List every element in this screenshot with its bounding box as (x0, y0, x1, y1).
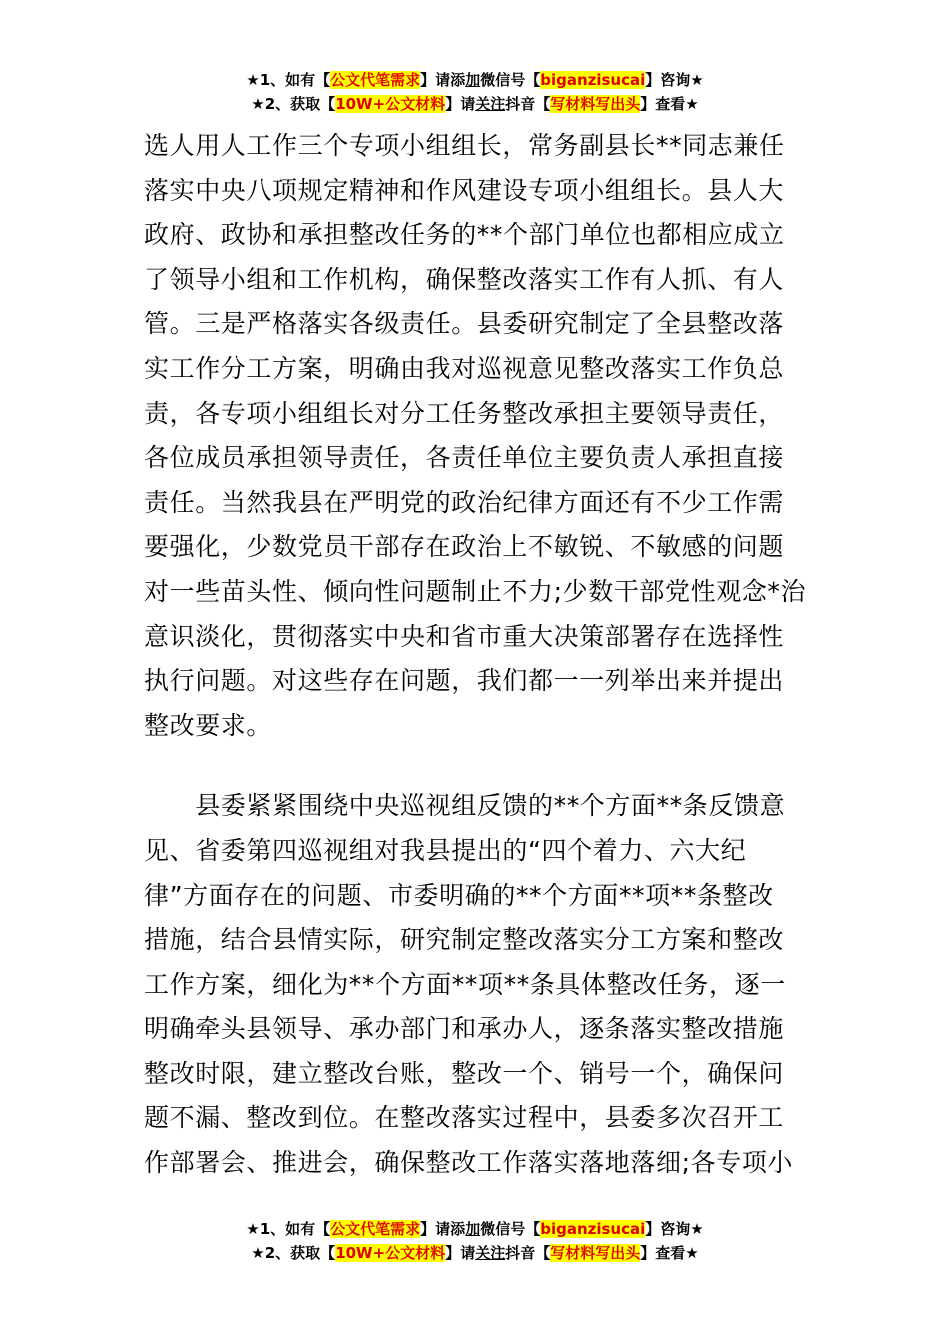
banner-line-1 (0, 1217, 950, 1241)
banner-highlight: 写材料写出头 (550, 1244, 641, 1262)
banner-text: 】请 (445, 95, 476, 113)
paragraph-1 (144, 124, 808, 748)
text-line: 律”方面存在的问题、市委明确的**个方面**项**条整改 (144, 880, 774, 910)
text-line: 执行问题。对这些存在问题，我们都一一列举出来并提出 (144, 666, 785, 696)
text-line: 政府、政协和承担整改任务的**个部门单位也都相应成立 (144, 220, 785, 250)
text-line: 措施，结合县情实际，研究制定整改落实分工方案和整改 (144, 925, 785, 955)
banner-text: ★1、如有【 (246, 71, 331, 89)
banner-highlight: 公文代笔需求 (330, 71, 421, 89)
banner-highlight: 公文代笔需求 (330, 1220, 421, 1238)
document-body (144, 124, 808, 1186)
banner-text: 】查看★ (640, 95, 699, 113)
banner-underline-text: 关注 (475, 95, 506, 113)
banner-text: 微信号【 (480, 71, 541, 89)
text-line: 了领导小组和工作机构，确保整改落实工作有人抓、有人 (144, 264, 785, 294)
banner-line-2 (0, 1241, 950, 1265)
banner-line-2 (0, 92, 950, 116)
banner-line-1 (0, 68, 950, 92)
banner-text: 】请添 (420, 71, 466, 89)
banner-text: 微信号【 (480, 1220, 541, 1238)
text-line: 责，各专项小组组长对分工任务整改承担主要领导责任， (144, 398, 785, 428)
text-line: 题不漏、整改到位。在整改落实过程中，县委多次召开工 (144, 1103, 785, 1133)
text-line: 明确牵头县领导、承办部门和承办人，逐条落实整改措施 (144, 1014, 785, 1044)
text-line: 县委紧紧围绕中央巡视组反馈的**个方面**条反馈意 (144, 791, 786, 821)
banner-text: 】请添 (420, 1220, 466, 1238)
paragraph-2 (144, 784, 808, 1185)
banner-highlight: 写材料写出头 (550, 95, 641, 113)
banner-text: 】请 (445, 1244, 476, 1262)
banner-highlight: biganzisucai (540, 71, 646, 89)
text-line: 作部署会、推进会，确保整改工作落实落地落细;各专项小 (144, 1148, 794, 1178)
text-line: 要强化，少数党员干部存在政治上不敏锐、不敏感的问题 (144, 532, 785, 562)
banner-highlight: 10W+公文材料 (335, 95, 446, 113)
text-line: 责任。当然我县在严明党的政治纪律方面还有不少工作需 (144, 487, 785, 517)
text-line: 各位成员承担领导责任，各责任单位主要负责人承担直接 (144, 443, 785, 473)
banner-text: 抖音【 (505, 95, 551, 113)
text-line: 工作方案，细化为**个方面**项**条具体整改任务，逐一 (144, 969, 786, 999)
text-line: 整改要求。 (144, 710, 273, 740)
banner-text: 抖音【 (505, 1244, 551, 1262)
footer-banner (0, 1217, 950, 1265)
banner-underline-text: 加 (465, 71, 481, 89)
banner-text: 】咨询★ (645, 71, 704, 89)
banner-text: 】咨询★ (645, 1220, 704, 1238)
banner-text: ★2、获取【 (251, 1244, 336, 1262)
text-line: 选人用人工作三个专项小组组长，常务副县长**同志兼任 (144, 131, 785, 160)
text-line: 落实中央八项规定精神和作风建设专项小组组长。县人大 (144, 175, 785, 205)
header-banner (0, 68, 950, 116)
text-line: 对一些苗头性、倾向性问题制止不力;少数干部党性观念*治 (144, 576, 807, 606)
text-line: 管。三是严格落实各级责任。县委研究制定了全县整改落 (144, 309, 785, 339)
banner-text: 】查看★ (640, 1244, 699, 1262)
banner-highlight: biganzisucai (540, 1220, 646, 1238)
banner-text: ★2、获取【 (251, 95, 336, 113)
paragraph-gap (144, 748, 808, 784)
text-line: 实工作分工方案，明确由我对巡视意见整改落实工作负总 (144, 353, 785, 383)
text-line: 意识淡化，贯彻落实中央和省市重大决策部署存在选择性 (144, 621, 785, 651)
text-line: 见、省委第四巡视组对我县提出的“四个着力、六大纪 (144, 835, 747, 865)
banner-underline-text: 加 (465, 1220, 481, 1238)
banner-highlight: 10W+公文材料 (335, 1244, 446, 1262)
banner-underline-text: 关注 (475, 1244, 506, 1262)
text-line: 整改时限，建立整改台账，整改一个、销号一个，确保问 (144, 1058, 785, 1088)
banner-text: ★1、如有【 (246, 1220, 331, 1238)
